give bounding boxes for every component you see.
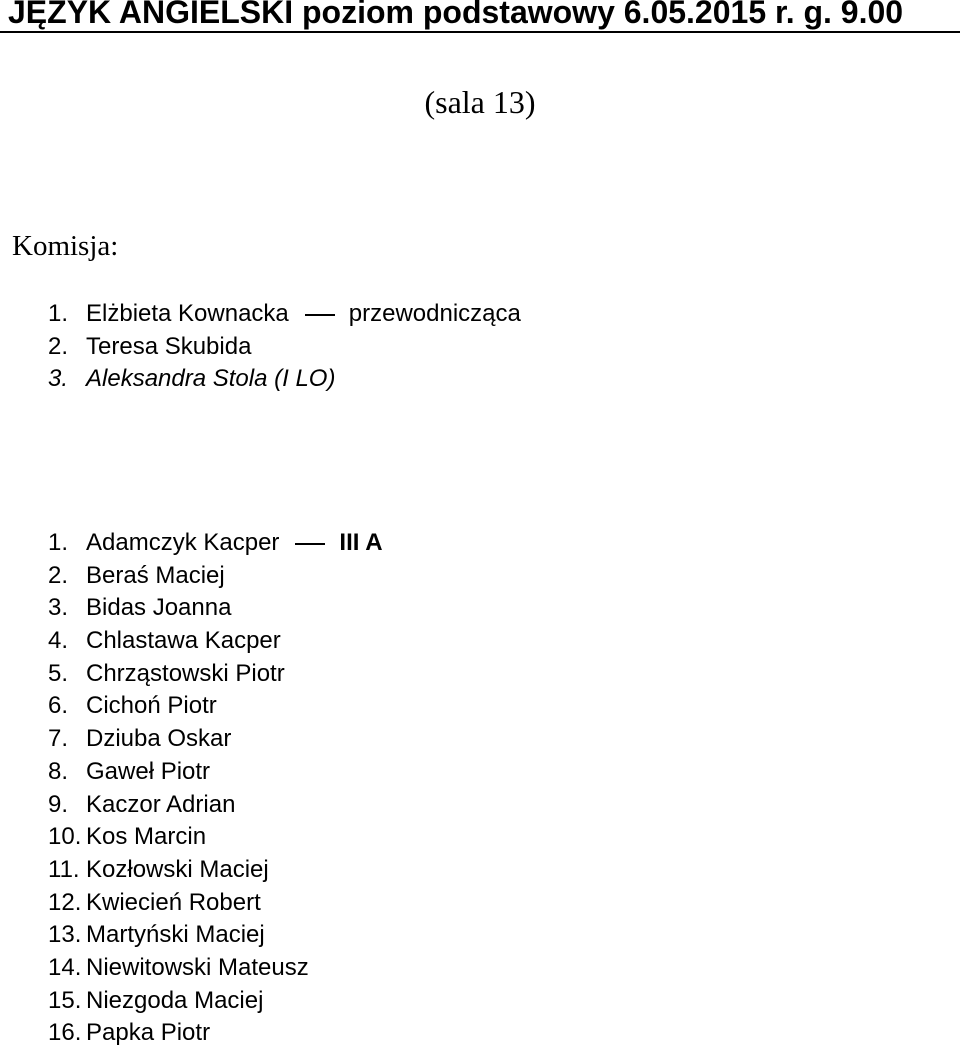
student-name: Bidas Joanna — [86, 594, 232, 622]
student-name: Adamczyk Kacper — [86, 529, 280, 556]
list-number: 1. — [48, 529, 69, 556]
student-name: Kos Marcin — [86, 823, 207, 851]
list-number: 1. — [48, 300, 69, 327]
student-name: Kwiecień Robert — [86, 888, 261, 916]
student-name: Niewitowski Mateusz — [86, 953, 309, 981]
dash-separator — [295, 543, 325, 545]
list-number: 3. — [48, 365, 69, 393]
list-number: 7. — [48, 725, 69, 753]
list-number: 2. — [48, 561, 69, 589]
title-underline — [0, 31, 960, 33]
list-number: 13. — [48, 921, 82, 949]
list-number: 10. — [48, 823, 82, 851]
list-number: 3. — [48, 594, 69, 622]
student-name: Chrząstowski Piotr — [86, 659, 285, 687]
list-number: 2. — [48, 332, 69, 360]
student-name: Dziuba Oskar — [86, 725, 232, 753]
list-number: 8. — [48, 757, 69, 785]
student-name: Papka Piotr — [86, 1019, 211, 1047]
list-number: 5. — [48, 659, 69, 687]
member-name: Elżbieta Kownacka — [86, 300, 289, 327]
member-name: Aleksandra Stola (I LO) — [86, 365, 336, 393]
student-name: Kaczor Adrian — [86, 790, 236, 818]
student-name: Beraś Maciej — [86, 561, 225, 589]
document-title: JĘZYK ANGIELSKI poziom podstawowy 6.05.2015 r. g. 9.00 — [8, 0, 904, 30]
dash-separator — [305, 314, 335, 316]
student-name: Chlastawa Kacper — [86, 627, 281, 655]
student-name: Cichoń Piotr — [86, 692, 217, 720]
list-number: 4. — [48, 627, 69, 655]
list-number: 9. — [48, 790, 69, 818]
student-name: Kozłowski Maciej — [86, 855, 269, 883]
student-name: Martyński Maciej — [86, 921, 265, 949]
list-number: 11. — [48, 855, 80, 883]
student-name: Niezgoda Maciej — [86, 986, 264, 1014]
member-name: Teresa Skubida — [86, 332, 252, 360]
class-label: III A — [339, 529, 383, 556]
member-role: przewodnicząca — [348, 300, 521, 327]
student-name: Gaweł Piotr — [86, 757, 211, 785]
list-number: 16. — [48, 1019, 82, 1047]
list-number: 6. — [48, 692, 69, 720]
committee-heading: Komisja: — [12, 230, 119, 262]
list-number: 14. — [48, 953, 82, 981]
room-label: (sala 13) — [424, 84, 536, 120]
list-number: 15. — [48, 986, 82, 1014]
list-number: 12. — [48, 888, 82, 916]
